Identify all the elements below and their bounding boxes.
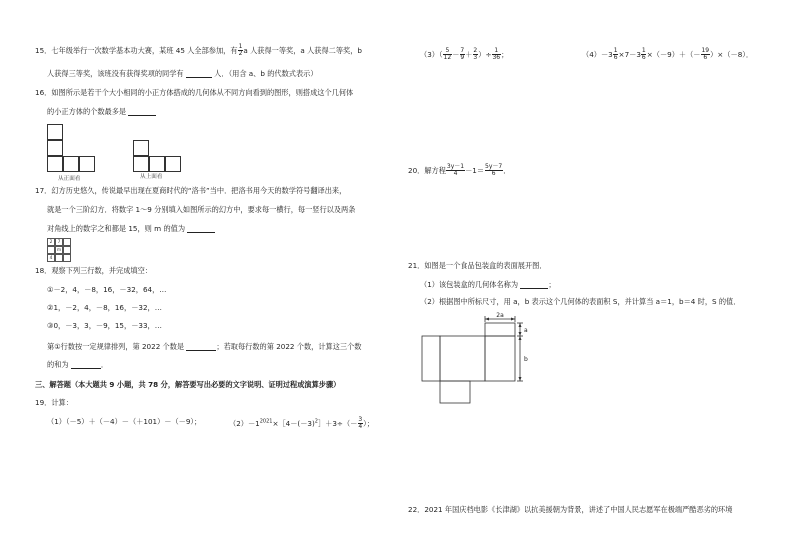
frac-den: 6 (703, 54, 708, 62)
q18-answer-blank-1[interactable] (186, 343, 216, 351)
frac-num: 2 (473, 47, 478, 54)
front-cell (47, 156, 63, 172)
q20-a: 20．解方程 (408, 165, 446, 175)
caption-top-view: 从上面看 (140, 174, 163, 180)
q20-frac2 (485, 164, 503, 178)
frac-num: 1 (613, 47, 618, 54)
q19-p3-b: ）÷ (478, 49, 492, 59)
frac-den: 12 (443, 54, 452, 62)
frac-num: 3y－1 (446, 163, 465, 170)
q16-text: 的小正方体的个数最多是 (47, 107, 127, 116)
q16-line1: 16．如图所示是若干个大小相同的小正方体搭成的几何体从不同方向看到的图形，则搭成这个几何体 (35, 88, 354, 97)
q19-p3-op1: － (452, 49, 460, 59)
front-cell (79, 156, 95, 172)
q15-text-a: 15．七年级举行一次数学基本功大赛，某班 45 人全部参加，有 (35, 45, 238, 55)
q21-answer-blank[interactable] (520, 281, 548, 289)
q18-row1: ①－2，4，－8，16，－32，64，… (47, 285, 167, 294)
q19-p3-c: ； (501, 49, 509, 59)
q19-p3-frac4 (492, 48, 501, 62)
label-b: b (524, 356, 528, 363)
q18-row3: ③0，－3，3，－9，15，－33，… (47, 321, 162, 330)
ms-cell (63, 238, 71, 246)
label-a: a (524, 327, 528, 334)
q20-equation (408, 164, 510, 178)
frac-num: 3 (358, 416, 363, 423)
ms-cell (47, 246, 55, 254)
frac-den: 3 (473, 54, 478, 62)
frac-num: 1 (641, 47, 646, 54)
q20-frac1 (446, 164, 464, 178)
ms-cell (63, 246, 71, 254)
net-front-face (440, 336, 485, 381)
q19-part1: （1）（－5）＋（－4）－（＋101）－（－9）； (47, 417, 202, 426)
q18-line6 (47, 360, 108, 369)
frac-num: 5 (443, 48, 452, 55)
frac-den: 4 (358, 423, 363, 431)
q19-p2-a: （2）－1 (229, 418, 260, 428)
net-side-face-2 (485, 336, 515, 381)
q18-line1: 18．观察下列三行数，并完成填空： (35, 266, 152, 275)
q21-net-diagram (400, 305, 550, 415)
q17-text: 对角线上的数字之和都是 15，则 m 的值为 (47, 224, 186, 233)
q18-text-b: ；若取每行数的第 2022 个数，计算这三个数 (216, 342, 362, 351)
frac-den: 36 (492, 54, 501, 62)
q19-p4-a: （4）－3 (582, 49, 613, 59)
q19-p2-exponent: 2021 (259, 418, 273, 425)
q18-line5 (47, 342, 361, 351)
q19-p4-d: ）×（－8）． (710, 49, 754, 59)
q21-line3: （2）根据图中所标尺寸，用 a，b 表示这个几何体的表面积 S，并计算当 a＝1，b＝4 时，S 的值． (420, 297, 741, 306)
q19-p3-a: （3）（ (420, 49, 443, 59)
q21-line1: 21．如图是一个食品包装盒的表面展开图． (408, 261, 547, 270)
q19-title: 19．计算： (35, 398, 73, 407)
ms-cell (55, 254, 63, 262)
front-cell (47, 140, 63, 156)
q15-frac-den: 2 (238, 50, 243, 58)
q21-text-b: ； (548, 280, 556, 289)
q19-p2-b: ×［4－(－3) (272, 418, 315, 428)
q19-p4-b: ×7－3 (618, 49, 641, 59)
q19-part4 (582, 48, 753, 62)
front-cell (63, 156, 79, 172)
section-3-heading: 三、解答题（本大题共 9 小题，共 78 分，解答要写出必要的文字说明、证明过程或演算步骤） (35, 380, 341, 389)
frac-den: 4 (453, 170, 458, 178)
frac-den: 9 (460, 54, 465, 62)
q15-line1 (35, 44, 362, 58)
label-2a: 2a (496, 312, 504, 319)
q18-answer-blank-2[interactable] (71, 361, 101, 369)
q22-line1: 22．2021 年国庆档电影《长津湖》以抗美援朝为背景，讲述了中国人民志愿军在极端严酷恶劣的环境 (408, 505, 733, 514)
q17-line1: 17．幻方历史悠久，传说最早出现在夏商时代的“洛书”当中．把洛书用今天的数学符号翻译出来， (35, 186, 347, 195)
net-top-face (485, 323, 515, 336)
ms-cell: m (56, 248, 62, 253)
q19-p2-c: ］＋3÷（－ (317, 418, 358, 428)
q15-text-d: 人．（用含 a、b 的代数式表示） (214, 69, 318, 78)
q19-p2-exponent-2: 2 (314, 418, 318, 425)
ms-cell: 7 (55, 238, 63, 246)
q19-p2-fraction (358, 417, 363, 431)
q15-text-c: 人获得三等奖，该班没有获得奖项的同学有 (47, 69, 184, 78)
net-side-face-1 (422, 336, 440, 381)
frac-num: 5y－7 (485, 163, 503, 170)
caption-front-view: 从正面看 (58, 176, 81, 182)
top-cell (133, 140, 149, 156)
frac-den: 6 (641, 54, 646, 62)
q16-line2 (47, 107, 156, 116)
q15-text-b: a 人获得一等奖，a 人获得二等奖，b (243, 45, 362, 55)
q15-line2 (47, 69, 318, 78)
q19-p4-c: ×（－9）＋（－ (646, 49, 701, 59)
frac-num: 7 (460, 47, 465, 54)
q21-line2 (420, 280, 556, 289)
q19-p3-frac2 (460, 48, 465, 62)
q19-p4-frac3 (701, 48, 710, 62)
top-cell (149, 156, 165, 172)
top-cell (165, 156, 181, 172)
q19-p3-op2: ＋ (465, 49, 473, 59)
q19-p3-frac1 (443, 48, 452, 62)
q20-c: ． (503, 165, 511, 175)
q20-b: －1＝ (465, 165, 485, 175)
frac-num: 19 (701, 47, 710, 54)
q19-part3 (420, 48, 508, 62)
q18-row2: ②1，－2，4，－8，16，－32，… (47, 303, 162, 312)
top-cell (133, 156, 149, 172)
q15-frac-num: 1 (238, 43, 243, 50)
q19-p2-d: ）； (363, 418, 374, 428)
q17-line2: 就是一个三阶幻方．将数字 1～9 分别填入如图所示的幻方中，要求每一横行，每一竖行以及两条 (47, 205, 356, 214)
q16-answer-blank[interactable] (128, 108, 156, 116)
ms-cell: 2 (47, 238, 55, 246)
frac-den: 6 (491, 170, 496, 178)
q18-text-a: 第①行数按一定规律排列，第 2022 个数是 (47, 342, 185, 351)
q18-text-d: ． (100, 360, 109, 369)
q19-p4-frac1 (613, 48, 618, 62)
q21-text-a: （1）该包装盒的几何体名称为 (420, 280, 519, 289)
q19-part2 (229, 417, 374, 431)
q17-line3 (47, 224, 215, 233)
q17-answer-blank[interactable] (187, 225, 215, 233)
q18-text-c: 的和为 (47, 360, 69, 369)
ms-cell (63, 254, 71, 262)
q19-p4-frac2 (641, 48, 646, 62)
frac-num: 1 (492, 48, 501, 55)
front-cell (47, 124, 63, 140)
net-bottom-face (440, 381, 470, 403)
q15-answer-blank[interactable] (186, 70, 212, 78)
ms-cell: 4 (47, 254, 55, 262)
frac-den: 6 (613, 54, 618, 62)
